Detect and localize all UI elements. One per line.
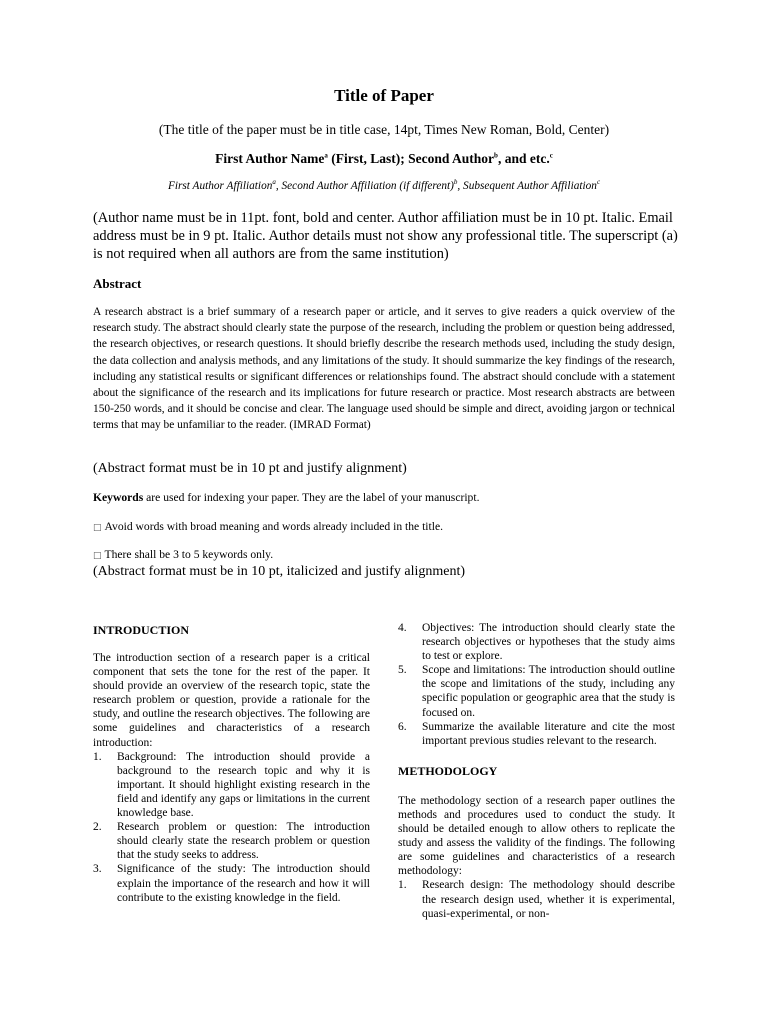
third-affiliation: , Subsequent Author Affiliation (457, 180, 597, 192)
list-item (398, 878, 675, 920)
paper-title: Title of Paper (334, 86, 434, 105)
author-format-note: (Author name must be in 11pt. font, bold and center. Author affiliation must be in 10 pt. Italic. Email address must be in 9 pt. Italic. Author details must not show any professional title. The superscript (a) is not required when all authors are from the same institution) (93, 210, 678, 262)
third-affiliation-sup: c (596, 178, 601, 187)
first-author-sup: a (324, 151, 328, 160)
list-item-number: 1. (398, 879, 407, 892)
checkbox-bullet-icon: □ (93, 523, 102, 533)
abstract-heading: Abstract (93, 276, 142, 291)
author-line (0, 151, 768, 167)
list-item-text: Summarize the available literature and cite the most important previous studies relevant to the research. (422, 720, 675, 747)
second-affiliation: , Second Author Affiliation (if different) (275, 180, 454, 192)
list-item-number: 4. (398, 622, 407, 634)
list-item (398, 621, 675, 663)
abstract-body: A research abstract is a brief summary of a research paper or article, and it serves to give readers a quick overview of the research study. The abstract should clearly state the purpose of the research, including the problem or question being addressed, the research objectives, or research questions. It should briefly describe the research methods used, including the study design, the data collection and analysis methods, and any limitations of the study. It should summarize the key findings of the research, including any statistical results or significant differences or relationships found. The abstract should conclude with a statement about the significance of the research and its implications for future research or practice. Most research abstracts are between 150-250 words, and it should be concise and clear. The language used should be simple and direct, avoiding jargon or technical terms that may be unfamiliar to the reader. (IMRAD Format) (93, 306, 675, 432)
first-author-name: First Author Name (215, 151, 325, 166)
second-author-sup: b (494, 151, 498, 160)
list-item-text: Objectives: The introduction should clearly state the research objectives or hypotheses that the study aims to test or explore. (422, 622, 675, 663)
right-column (398, 621, 675, 921)
author-detail: (First, Last); Second Author (327, 151, 495, 166)
list-item-number: 2. (93, 821, 102, 834)
keyword-bullet-2 (93, 548, 273, 561)
list-item-text: Scope and limitations: The introduction should outline the scope and limitations of the study, including any specific population or geographic area that the study is focused on. (422, 664, 675, 719)
list-item (93, 750, 370, 820)
list-item (93, 862, 370, 904)
first-affiliation-sup: a (272, 178, 276, 187)
list-item-number: 6. (398, 720, 407, 733)
list-item (398, 663, 675, 719)
keywords-text: are used for indexing your paper. They are the label of your manuscript. (143, 491, 480, 504)
keyword-bullet-text: Avoid words with broad meaning and words already included in the title. (104, 520, 444, 533)
list-item-text: Research design: The methodology should describe the research design used, whether it is experimental, quasi-experimental, or non- (422, 879, 675, 920)
list-item-text: Background: The introduction should provide a background to the research topic and why it is important. It should highlight existing research in the field and identify any gaps or limitations in the current knowledge base. (117, 750, 370, 820)
list-item (93, 820, 370, 862)
keyword-bullet-text: There shall be 3 to 5 keywords only. (104, 548, 274, 561)
title-instruction: (The title of the paper must be in title case, 14pt, Times New Roman, Bold, Center) (158, 122, 610, 137)
checkbox-bullet-icon: □ (93, 551, 102, 561)
second-affiliation-sup: b (453, 178, 458, 187)
left-column (93, 621, 370, 905)
introduction-body: The introduction section of a research paper is a critical component that sets the tone for the rest of the paper. It should provide an overview of the research topic, state the research problem or question, provide a rationale for the study, and outline the research objectives. The following are some guidelines and characteristics of a research introduction: (93, 652, 370, 749)
author-tail: , and etc. (497, 151, 550, 166)
list-item-text: Research problem or question: The introduction should clearly state the research problem or question that the study seeks to address. (117, 821, 370, 862)
methodology-body: The methodology section of a research paper outlines the methods and procedures used to conduct the study. It should be detailed enough to allow others to replicate the study and assess the validity of the findings. The following are some guidelines and characteristics of a research methodology: (398, 794, 675, 878)
tail-sup: c (549, 151, 553, 160)
keywords-label: Keywords (93, 491, 144, 504)
abstract-format-note: (Abstract format must be in 10 pt and justify alignment) (93, 461, 407, 476)
introduction-heading: INTRODUCTION (93, 623, 190, 637)
list-item-number: 3. (93, 863, 102, 876)
keyword-bullet-1 (93, 520, 443, 533)
methodology-list (398, 878, 675, 920)
introduction-list-continued (398, 621, 675, 748)
list-item-number: 1. (93, 750, 102, 763)
list-item-text: Significance of the study: The introduction should explain the importance of the research and how it will contribute to the existing knowledge in the field. (117, 863, 370, 904)
list-item (398, 720, 675, 748)
affiliation-line (0, 180, 768, 192)
keywords-line (93, 491, 479, 504)
methodology-heading: METHODOLOGY (398, 763, 498, 778)
introduction-list (93, 750, 370, 905)
first-affiliation: First Author Affiliation (167, 180, 273, 192)
list-item-number: 5. (398, 664, 407, 677)
keywords-format-note: (Abstract format must be in 10 pt, italicized and justify alignment) (93, 564, 466, 579)
